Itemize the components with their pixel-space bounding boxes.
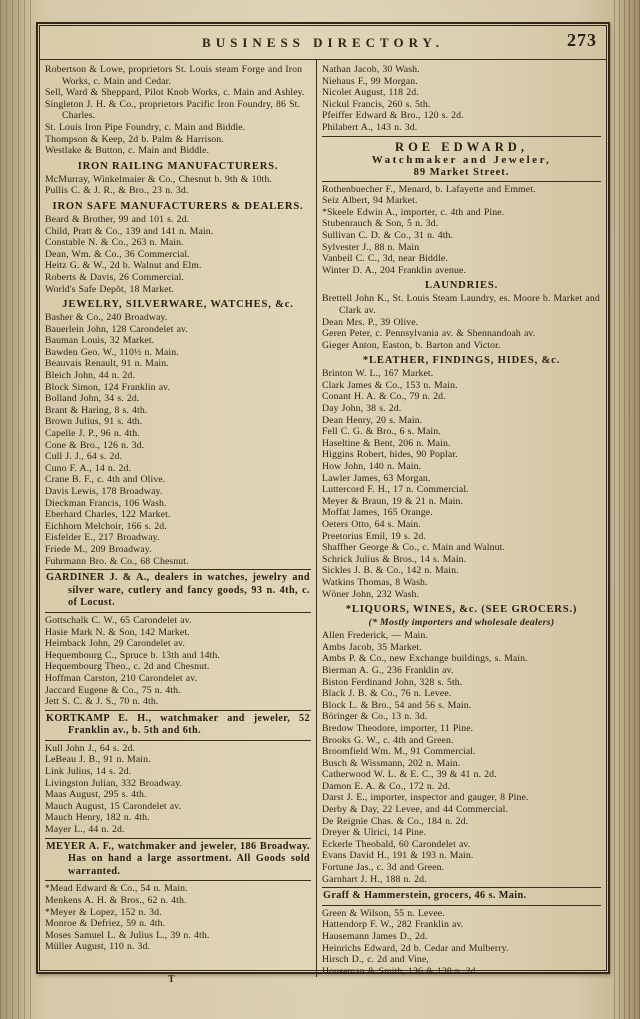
directory-entry: Busch & Wissmann, 202 n. Main.: [322, 757, 461, 769]
book-page-edge-left: [0, 0, 34, 1019]
directory-entry: Bauerlein John, 128 Carondelet av.: [45, 323, 188, 335]
directory-entry: Bolland John, 34 s. 2d.: [45, 393, 140, 405]
directory-entry: Stubenrauch & Son, 5 n. 3d.: [322, 218, 439, 230]
section-heading: IRON RAILING MANUFACTURERS.: [77, 160, 279, 172]
directory-entry: Hausemann James D., 2d.: [322, 931, 428, 942]
directory-entry: Gottschalk C. W., 65 Carondelet av.: [45, 614, 192, 626]
directory-entry: Allen Frederick, — Main.: [322, 630, 428, 642]
directory-entry: Philabert A., 143 n. 3d.: [322, 121, 418, 133]
directory-entry: Brooks G. W., c. 4th and Green.: [322, 734, 454, 746]
directory-entry: Robertson & Lowe, proprietors St. Louis steam Forge and Iron Works, c. Main and Cedar.: [45, 64, 303, 87]
directory-entry: Sell, Ward & Sheppard, Pilot Knob Works, c. Main and Ashley.: [45, 87, 305, 99]
directory-entry: Brinton W. L., 167 Market.: [322, 368, 434, 380]
directory-entry: Pullis C. & J. R., & Bro., 23 n. 3d.: [45, 185, 189, 197]
directory-entry: Dreyer & Ulrici, 14 Pine.: [322, 827, 427, 839]
directory-entry: Dean Mrs. P., 39 Olive.: [322, 316, 419, 328]
section-heading: IRON SAFE MANUFACTURERS & DEALERS.: [52, 200, 304, 212]
directory-entry: Oeters Otto, 64 s. Main.: [322, 519, 421, 530]
directory-entry: Geren Peter, c. Pennsylvania av. & Shennandoah av.: [322, 328, 536, 340]
advertisement: [322, 887, 601, 906]
advertisement: [45, 710, 311, 741]
directory-entry: Mauch August, 15 Carondelet av.: [45, 800, 182, 812]
directory-entry: Friede M., 209 Broadway.: [45, 543, 152, 555]
advertisement-line: ROE EDWARD,: [395, 139, 528, 154]
directory-entry: Houseman & Smith, 136 & 138 n. 2d.: [322, 965, 479, 977]
directory-entry: Maas August, 295 s. 4th.: [45, 789, 147, 801]
directory-entry: Watkins Thomas, 8 Wash.: [322, 576, 428, 588]
directory-entry: Cull J. J., 64 s. 2d.: [45, 451, 123, 463]
directory-entry: Higgins Robert, hides, 90 Poplar.: [322, 449, 458, 461]
directory-entry: Nicolet August, 118 2d.: [322, 87, 419, 99]
directory-entry: Sullivan C. D. & Co., 31 n. 4th.: [322, 229, 454, 241]
directory-entry: Heitz G. & W., 2d b. Walnut and Elm.: [45, 260, 202, 272]
directory-entry: Gieger Anton, Easton, b. Barton and Victor.: [322, 339, 501, 351]
page-title: BUSINESS DIRECTORY.: [202, 35, 444, 50]
directory-entry: Garnhart J. H., 188 n. 2d.: [322, 873, 427, 885]
directory-entry: Mauch Henry, 182 n. 4th.: [45, 812, 150, 824]
directory-entry: Lawler James, 63 Morgan.: [322, 472, 431, 484]
directory-entry: Rothenbuecher F., Menard, b. Lafayette and Emmet.: [322, 183, 536, 195]
directory-entry: Constable N. & Co., 263 n. Main.: [45, 237, 184, 249]
section-subheading: (* Mostly importers and wholesale dealers): [368, 617, 555, 629]
directory-page: [36, 22, 610, 977]
directory-entry: Damon E. A. & Co., 172 n. 2d.: [322, 780, 451, 792]
directory-entry: Nathan Jacob, 30 Wash.: [322, 64, 420, 75]
directory-entry: Luttercord F. H., 17 n. Commercial.: [322, 484, 469, 496]
directory-entry: De Reignie Chas. & Co., 184 n. 2d.: [322, 815, 469, 827]
directory-entry: Thompson & Keep, 2d b. Palm & Harrison.: [45, 133, 224, 145]
directory-entry: Shaffher George & Co., c. Main and Walnut.: [322, 542, 505, 554]
directory-entry: Day John, 38 s. 2d.: [322, 403, 402, 415]
directory-entry: Beard & Brother, 99 and 101 s. 2d.: [45, 213, 190, 225]
directory-entry: Müller August, 110 n. 3d.: [45, 941, 151, 953]
directory-entry: Evans David H., 191 & 193 n. Main.: [322, 850, 474, 862]
directory-entry: Hasie Mark N. & Son, 142 Market.: [45, 626, 190, 638]
directory-entry: Black J. B. & Co., 76 n. Levee.: [322, 688, 452, 700]
directory-entry: Crane B. F., c. 4th and Olive.: [45, 474, 166, 486]
directory-entry: Monroe & Defriez, 59 n. 4th.: [45, 918, 166, 930]
directory-entry: Cone & Bro., 126 n. 3d.: [45, 439, 145, 451]
directory-entry: Heimback John, 29 Carondelet av.: [45, 638, 186, 650]
directory-entry: McMurray, Winkelmaier & Co., Chesnut b. 9th & 10th.: [45, 173, 272, 185]
directory-entry: Dean, Wm. & Co., 36 Commercial.: [45, 248, 190, 260]
directory-entry: Derby & Day, 22 Levee, and 44 Commercial.: [322, 804, 508, 816]
section-heading: JEWELRY, SILVERWARE, WATCHES, &c.: [62, 299, 294, 311]
directory-entry: Conant H. A. & Co., 79 n. 2d.: [322, 391, 446, 403]
directory-entry: Roberts & Davis, 26 Commercial.: [45, 271, 184, 283]
directory-entry: Wöner John, 232 Wash.: [322, 588, 420, 600]
directory-entry: Catherwood W. L. & E. C., 39 & 41 n. 2d.: [322, 769, 497, 781]
directory-entry: Brettell John K., St. Louis Steam Laundry, es. Moore b. Market and Clark av.: [322, 293, 600, 316]
column-right: [317, 60, 606, 977]
advertisement: [322, 136, 601, 182]
directory-entry: Fortune Jas., c. 3d and Green.: [322, 862, 445, 874]
section-heading: *LIQUORS, WINES, &c. (SEE GROCERS.): [345, 604, 578, 616]
directory-entry: Sylvester J., 88 n. Main: [322, 241, 420, 253]
directory-entry: Jaccard Eugene & Co., 75 n. 4th.: [45, 684, 181, 696]
directory-entry: Block L. & Bro., 54 and 56 s. Main.: [322, 699, 472, 711]
signature-mark: T: [168, 974, 175, 985]
directory-entry: *Skeele Edwin A., importer, c. 4th and Pine.: [322, 206, 505, 218]
advertisement-text: MEYER A. F., watchmaker and jeweler, 186 Broadway. Has on hand a large assortment. All Goods sold warranted.: [46, 840, 310, 877]
directory-entry: Winter D. A., 204 Franklin avenue.: [322, 264, 466, 276]
directory-entry: Bawden Geo. W., 110½ n. Main.: [45, 346, 179, 358]
directory-entry: Sickles J. B. & Co., 142 n. Main.: [322, 565, 459, 577]
directory-entry: Mayer L., 44 n. 2d.: [45, 824, 125, 836]
directory-entry: Broomfield Wm. M., 91 Commercial.: [322, 746, 476, 758]
directory-entry: Eichhorn Melchoir, 166 s. 2d.: [45, 520, 167, 532]
directory-entry: Green & Wilson, 55 n. Levee.: [322, 907, 445, 919]
directory-columns: [40, 60, 606, 977]
directory-entry: Bleich John, 44 n. 2d.: [45, 370, 135, 382]
directory-entry: Cuno F. A., 14 n. 2d.: [45, 462, 132, 474]
page-number: 273: [567, 30, 597, 50]
directory-entry: Eckerle Theobald, 60 Carondelet av.: [322, 838, 471, 850]
directory-entry: Fell C. G. & Bro., 6 s. Main.: [322, 426, 441, 438]
directory-entry: How John, 140 n. Main.: [322, 461, 422, 473]
directory-entry: Kull John J., 64 s. 2d.: [45, 742, 135, 754]
advertisement-line: Watchmaker and Jeweler,: [371, 153, 552, 166]
directory-entry: Moffat James, 165 Orange.: [322, 507, 433, 519]
directory-entry: Dieckman Francis, 106 Wash.: [45, 497, 167, 509]
directory-entry: Heinrichs Edward, 2d b. Cedar and Mulberry.: [322, 942, 509, 954]
directory-entry: Biston Ferdinand John, 328 s. 5th.: [322, 676, 463, 688]
directory-entry: Moses Samuel L. & Julius L., 39 n. 4th.: [45, 929, 210, 941]
directory-entry: Hequembourg C., Spruce b. 13th and 14th.: [45, 649, 220, 661]
directory-entry: Livingston Julian, 332 Broadway.: [45, 777, 183, 789]
advertisement-text: KORTKAMP E. H., watchmaker and jeweler, 52 Franklin av., b. 5th and 6th.: [46, 712, 310, 737]
directory-entry: St. Louis Iron Pipe Foundry, c. Main and Biddle.: [45, 121, 246, 133]
directory-entry: Child, Pratt & Co., 139 and 141 n. Main.: [45, 225, 214, 237]
directory-entry: Singleton J. H. & Co., proprietors Pacific Iron Foundry, 86 St. Charles.: [45, 98, 301, 122]
directory-entry: Bredow Theodore, importer, 11 Pine.: [322, 722, 474, 734]
directory-entry: Hequembourg Theo., c. 2d and Chesnut.: [45, 661, 210, 673]
section-heading: LAUNDRIES.: [424, 280, 499, 292]
directory-entry: Fuhrmann Bro. & Co., 68 Chesnut.: [45, 555, 189, 567]
page-header: [40, 26, 606, 60]
directory-entry: Basher & Co., 240 Broadway.: [45, 312, 168, 324]
directory-entry: *Meyer & Lopez, 152 n. 3d.: [45, 906, 162, 918]
directory-entry: Seiz Albert, 94 Market.: [322, 195, 418, 207]
directory-entry: Darst J. E., importer, inspector and gauger, 8 Pine.: [322, 792, 529, 804]
directory-entry: Meyer & Braun, 19 & 21 n. Main.: [322, 495, 464, 507]
directory-entry: Brown Julius, 91 s. 4th.: [45, 416, 143, 428]
column-left: [40, 60, 317, 977]
page-border: [39, 25, 607, 977]
directory-entry: Block Simon, 124 Franklin av.: [45, 381, 171, 393]
directory-entry: Preetorius Emil, 19 s. 2d.: [322, 530, 426, 542]
directory-entry: Haseltine & Bent, 206 n. Main.: [322, 437, 451, 449]
directory-entry: Dean Henry, 20 s. Main.: [322, 414, 423, 426]
directory-entry: Eisfelder E., 217 Broadway.: [45, 532, 160, 544]
book-page-edge-right: [614, 0, 640, 1019]
directory-entry: Nickul Francis, 260 s. 5th.: [322, 98, 431, 110]
directory-entry: *Mead Edward & Co., 54 n. Main.: [45, 883, 188, 895]
directory-entry: Bierman A. G., 236 Franklin av.: [322, 664, 454, 676]
directory-entry: Pfeiffer Edward & Bro., 120 s. 2d.: [322, 110, 464, 122]
advertisement-text: GARDINER J. & A., dealers in watches, jewelry and silver ware, cutlery and fancy goods, 93 n. 4th, c. of Locust.: [46, 572, 310, 609]
directory-entry: Link Julius, 14 s. 2d.: [45, 766, 132, 778]
directory-entry: Beauvais Renault, 91 n. Main.: [45, 358, 169, 370]
advertisement-line: 89 Market Street.: [413, 166, 510, 178]
section-heading: *LEATHER, FINDINGS, HIDES, &c.: [362, 355, 561, 367]
directory-entry: Hoffman Carston, 210 Carondelet av.: [45, 672, 198, 684]
directory-entry: Schrick Julius & Bros., 14 s. Main.: [322, 553, 467, 565]
directory-entry: Westlake & Button, c. Main and Biddle.: [45, 145, 210, 157]
directory-entry: Bauman Louis, 32 Market.: [45, 335, 155, 347]
advertisement: [45, 838, 311, 882]
directory-entry: Hirsch D., c. 2d and Vine,: [322, 954, 429, 966]
directory-entry: Böringer & Co., 13 n. 3d.: [322, 711, 428, 723]
directory-entry: Ambs P. & Co., new Exchange buildings, s. Main.: [322, 653, 528, 665]
directory-entry: Vanbeil C. C., 3d, near Biddle.: [322, 253, 448, 265]
directory-entry: Niehaus F., 99 Morgan.: [322, 75, 418, 87]
directory-entry: Menkens A. H. & Bros., 62 n. 4th.: [45, 895, 187, 906]
directory-entry: LeBeau J. B., 91 n. Main.: [45, 754, 151, 766]
directory-entry: Capelle J. P., 96 n. 4th.: [45, 428, 140, 440]
directory-entry: Ambs Jacob, 35 Market.: [322, 641, 422, 653]
directory-entry: Davis Lewis, 178 Broadway.: [45, 486, 163, 497]
directory-entry: Brant & Haring, 8 s. 4th.: [45, 404, 148, 416]
directory-entry: Hattendorp F. W., 282 Franklin av.: [322, 919, 464, 931]
directory-entry: Jett S. C. & J. S., 70 n. 4th.: [45, 696, 159, 708]
directory-entry: Eberhard Charles, 122 Market.: [45, 509, 171, 521]
directory-entry: Clark James & Co., 153 n. Main.: [322, 379, 458, 391]
directory-entry: World's Safe Depôt, 18 Market.: [45, 283, 174, 295]
advertisement: [45, 569, 311, 613]
advertisement-text: Graff & Hammerstein, grocers, 46 s. Main.: [323, 890, 527, 902]
